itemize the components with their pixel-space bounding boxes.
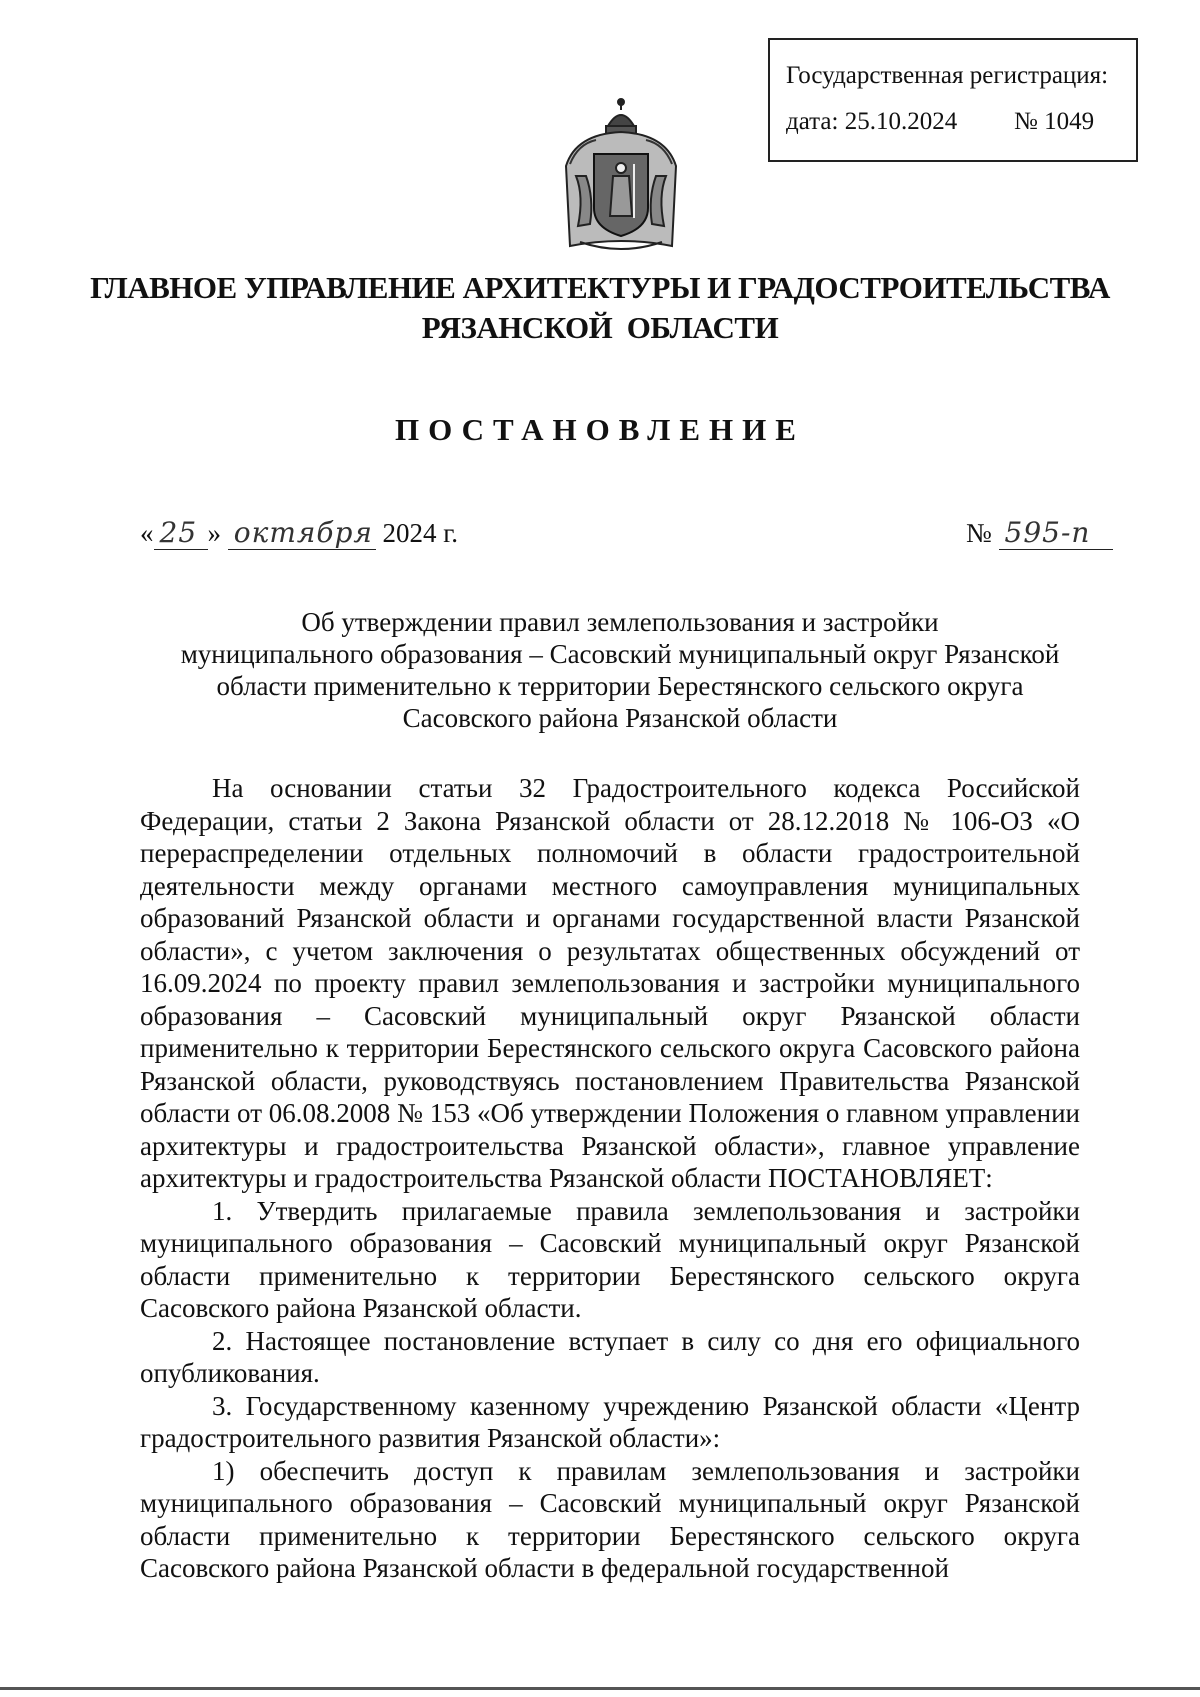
page-bottom-edge: [0, 1687, 1200, 1690]
agency-name-line1: ГЛАВНОЕ УПРАВЛЕНИЕ АРХИТЕКТУРЫ И ГРАДОСТРОИТЕЛЬСТВА: [90, 270, 1110, 305]
subject-line: муниципального образования – Сасовский муниципальный округ Рязанской: [180, 639, 1060, 669]
preamble-paragraph: На основании статьи 32 Градостроительного кодекса Российской Федерации, статьи 2 Закона Рязанской области от 28.12.2018 № 106-ОЗ «О перераспределении отдельных полномочий в области градостроительной деятельности между органами местного самоуправления муниципальных образований Рязанской области и органами государственной власти Рязанской области», с учетом заключения о результатах общественных обсуждений от 16.09.2024 по проекту правил землепользования и застройки муниципального образования – Сасовский муниципальный округ Рязанской области применительно к территории Берестянского сельского округа Сасовского района Рязанской области, руководствуясь постановлением Правительства Рязанской области от 06.08.2008 № 153 «Об утверждении Положения о главном управлении архитектуры и градостроительства Рязанской области», главное управление архитектуры и градостроительства Рязанской области ПОСТАНОВЛЯЕТ:: [140, 773, 1080, 1193]
subject-line: Об утверждении правил землепользования и застройки: [301, 607, 939, 637]
registration-title: Государственная регистрация:: [786, 62, 1109, 89]
agency-name: [60, 268, 1140, 348]
document-subject: [140, 606, 1100, 734]
registration-number: № 1049: [1014, 108, 1095, 135]
item-3-paragraph: 3. Государственному казенному учреждению Рязанской области «Центр градостроительного развития Рязанской области»:: [140, 1390, 1080, 1453]
subject-line: Сасовского района Рязанской области: [402, 703, 838, 733]
item-2-paragraph: 2. Настоящее постановление вступает в силу со дня его официального опубликования.: [140, 1325, 1080, 1388]
registration-date: дата: 25.10.2024: [786, 108, 958, 135]
document-type: ПОСТАНОВЛЕНИЕ: [395, 412, 805, 447]
number-prefix: №: [966, 518, 992, 548]
item-3-1-paragraph: 1) обеспечить доступ к правилам землепользования и застройки муниципального образования – Сасовский муниципальный округ Рязанской области применительно к территории Берестянского сельского округа Сасовского района Рязанской области в федеральной государственной: [140, 1455, 1080, 1583]
item-1-paragraph: 1. Утвердить прилагаемые правила землепользования и застройки муниципального образования – Сасовский муниципальный округ Рязанской области применительно к территории Берестянского сельского округа Сасовского района Рязанской области.: [140, 1195, 1080, 1323]
agency-name-line2: РЯЗАНСКОЙ ОБЛАСТИ: [421, 310, 779, 345]
coat-of-arms-icon: [556, 96, 686, 258]
quote-open: «: [140, 518, 154, 548]
quote-close: »: [207, 518, 221, 548]
handwritten-number: 595-п: [999, 516, 1113, 550]
document-year: 2024 г.: [382, 518, 459, 548]
registration-box: [768, 38, 1138, 162]
document-date: [140, 516, 458, 550]
subject-line: области применительно к территории Берестянского сельского округа: [216, 671, 1024, 701]
handwritten-day: 25: [154, 516, 208, 550]
handwritten-month: октября: [228, 516, 376, 550]
document-number: [966, 516, 1113, 550]
document-body: [140, 772, 1080, 1585]
